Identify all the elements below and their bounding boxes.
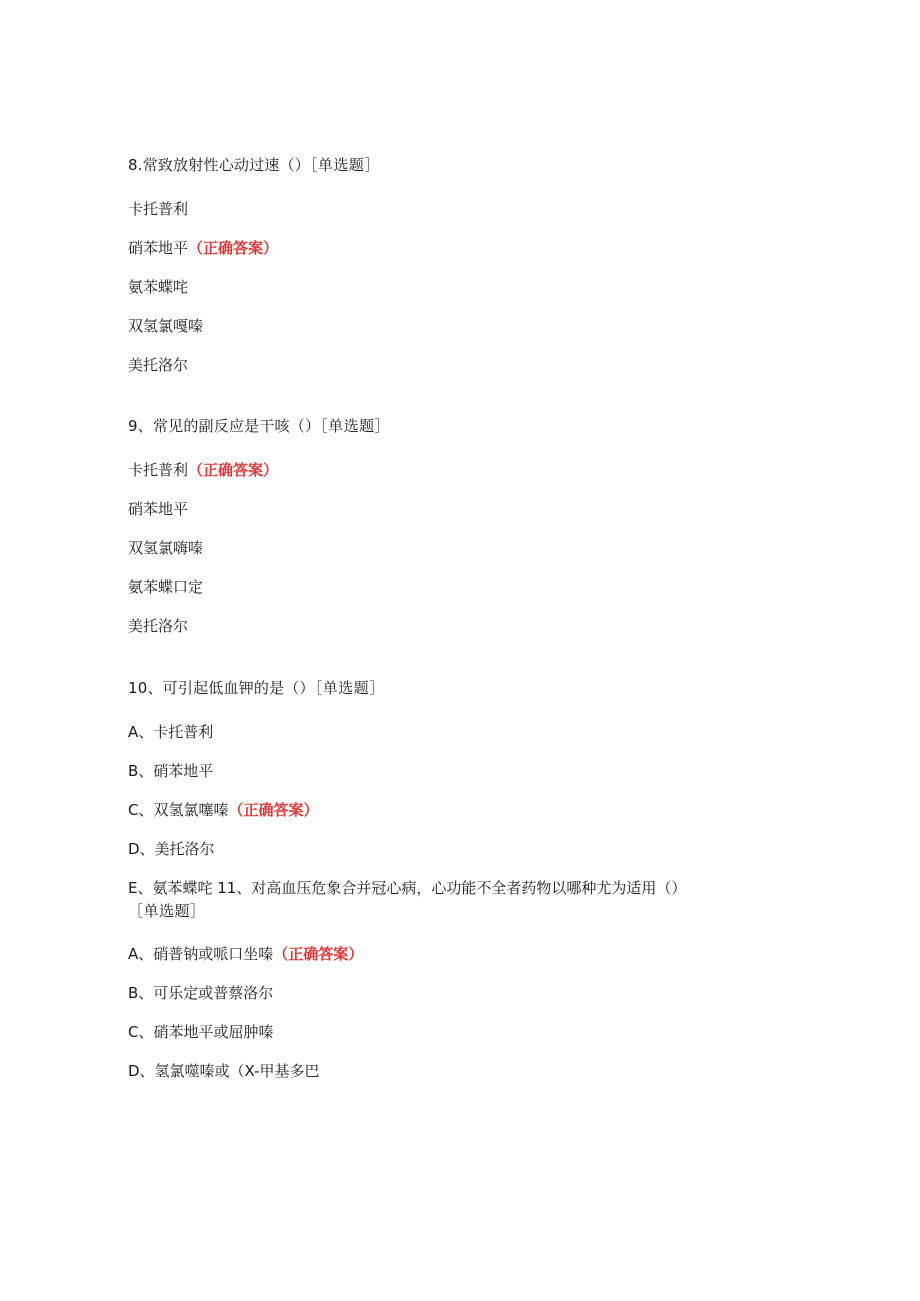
correct-answer-mark: （正确答案）	[188, 461, 279, 479]
option-item	[128, 983, 273, 1003]
option-text: D、氢氯噬嗪或（X-甲基多巴	[128, 1062, 320, 1080]
question-type-tag: ［单选题］	[309, 156, 380, 174]
question-stem-text: 10、可引起低血钾的是（）	[128, 679, 315, 697]
option-item	[128, 761, 213, 781]
option-item	[128, 839, 215, 859]
option-text: A、卡托普利	[128, 723, 214, 741]
option-item	[128, 460, 278, 480]
correct-answer-mark: （正确答案）	[188, 239, 279, 257]
option-text: B、可乐定或普蔡洛尔	[128, 984, 274, 1002]
question-9-stem	[128, 416, 390, 436]
option-text: 美托洛尔	[128, 356, 189, 374]
option-text: 双氢氯嗨嗪	[128, 539, 204, 557]
option-item	[128, 1022, 273, 1042]
question-11-type-tag	[128, 901, 206, 921]
option-text: 双氢氯嘎嗪	[128, 317, 204, 335]
option-item	[128, 800, 319, 820]
option-text: 硝苯地平	[128, 239, 189, 257]
question-10-stem	[128, 678, 385, 698]
question-stem-text: 9、常见的副反应是干咳（）	[128, 417, 321, 435]
option-item	[128, 499, 188, 519]
option-text: 硝苯地平	[128, 500, 189, 518]
option-text: C、硝苯地平或屈肿嗪	[128, 1023, 274, 1041]
option-item	[128, 238, 278, 258]
option-text: A、硝普钠或哌口坐嗪	[128, 945, 274, 963]
option-item	[128, 199, 188, 219]
option-text: 卡托普利	[128, 200, 189, 218]
option-item	[128, 277, 188, 297]
option-item	[128, 616, 188, 636]
question-type-tag: ［单选题］	[314, 679, 385, 697]
option-item	[128, 538, 203, 558]
question-type-tag: ［单选题］	[320, 417, 391, 435]
option-item	[128, 944, 363, 964]
option-text: E、氨苯蝶咤 11、对高血压危象合并冠心病，心功能不全者药物以哪种尤为适用（）	[128, 879, 687, 897]
option-text: B、硝苯地平	[128, 762, 214, 780]
question-8-stem	[128, 155, 380, 175]
correct-answer-mark: （正确答案）	[273, 945, 364, 963]
option-item	[128, 316, 203, 336]
correct-answer-mark: （正确答案）	[228, 801, 319, 819]
option-item	[128, 355, 188, 375]
option-text: C、双氢氯噻嗪	[128, 801, 229, 819]
option-item	[128, 878, 686, 898]
question-stem-text: 8.常致放射性心动过速（）	[128, 156, 310, 174]
option-item	[128, 1061, 320, 1081]
option-text: 氨苯蝶口定	[128, 578, 204, 596]
option-item	[128, 577, 203, 597]
option-text: D、美托洛尔	[128, 840, 215, 858]
option-text: 氨苯蝶咤	[128, 278, 189, 296]
option-text: 卡托普利	[128, 461, 189, 479]
question-type-tag: ［单选题］	[128, 902, 206, 920]
option-text: 美托洛尔	[128, 617, 189, 635]
option-item	[128, 722, 213, 742]
